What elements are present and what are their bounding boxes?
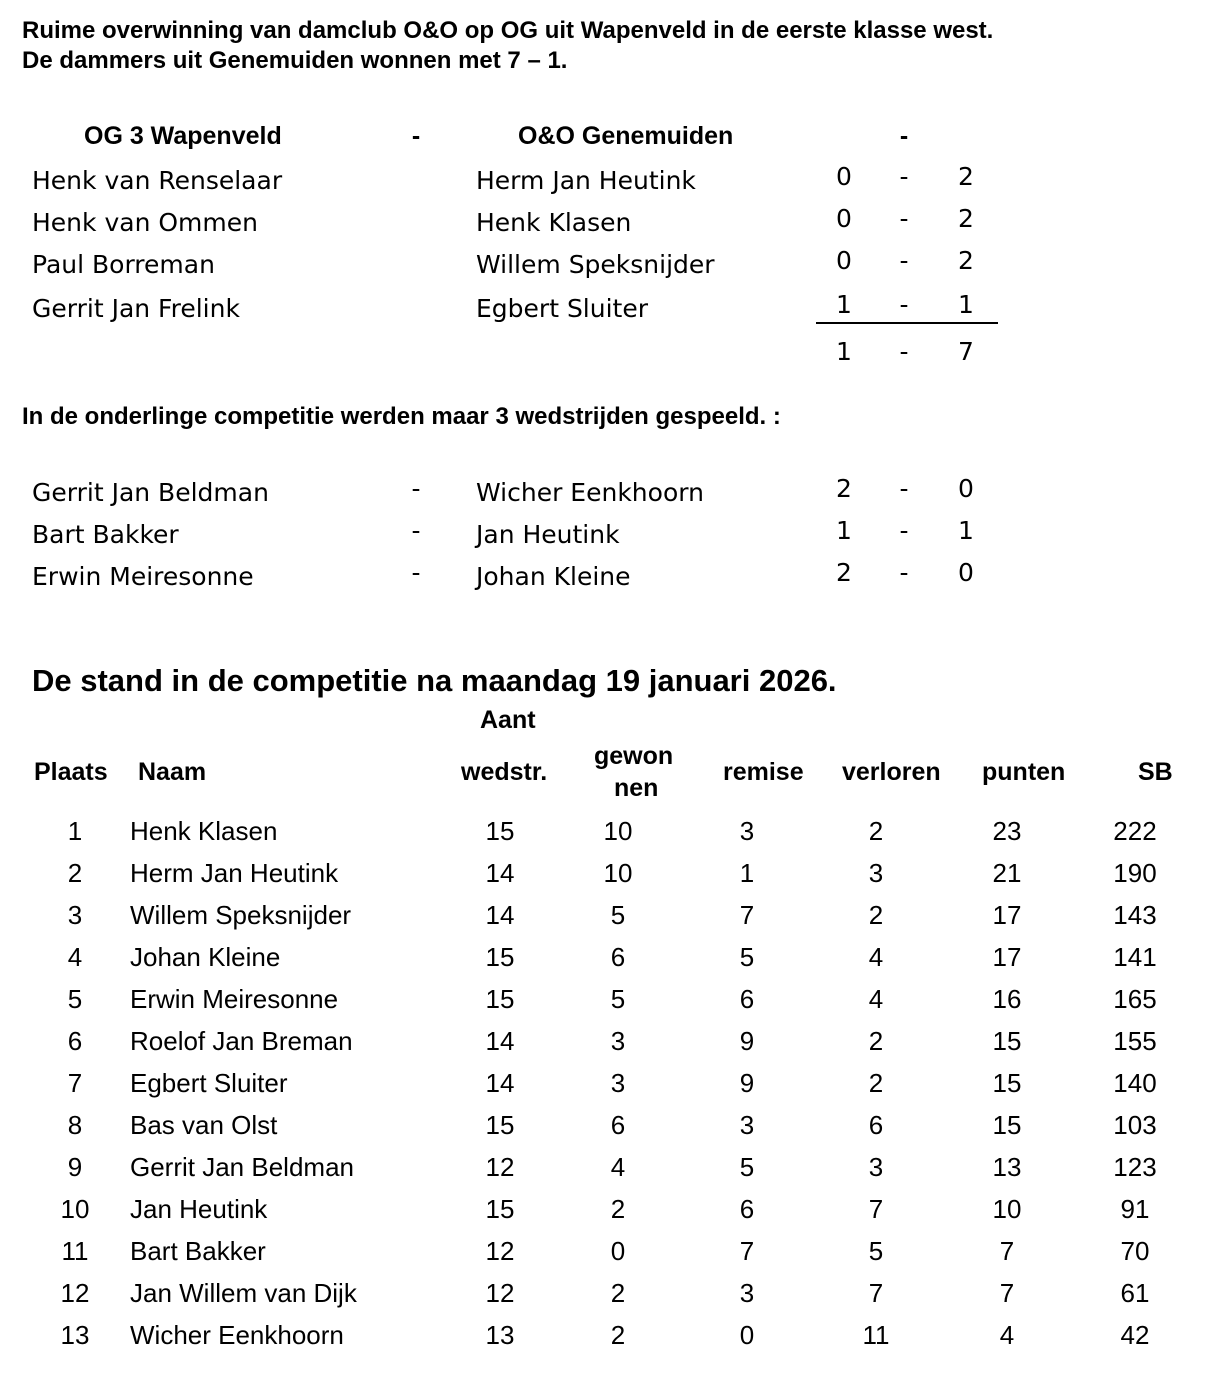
- away-player: Herm Jan Heutink: [476, 166, 696, 195]
- cell-verloren: 4: [868, 941, 884, 972]
- cell-sb: 123: [1113, 1151, 1157, 1182]
- cell-gewonnen: 2: [610, 1319, 626, 1350]
- table-row: [20, 1314, 1190, 1356]
- header-punten: punten: [982, 758, 1066, 786]
- away-player: Egbert Sluiter: [476, 294, 649, 323]
- cell-punten: 4: [999, 1319, 1015, 1350]
- cell-gewonnen: 6: [610, 941, 626, 972]
- cell-remise: 1: [739, 857, 755, 888]
- cell-remise: 7: [739, 1235, 755, 1266]
- cell-sb: 42: [1120, 1319, 1150, 1350]
- cell-naam: Roelof Jan Breman: [130, 1025, 353, 1056]
- score-separator: -: [899, 290, 909, 319]
- cell-wedstr: 12: [485, 1151, 515, 1182]
- cell-remise: 3: [739, 1109, 755, 1140]
- cell-wedstr: 14: [485, 857, 515, 888]
- home-score: 2: [836, 474, 852, 503]
- internal-competition-title: In de onderlinge competitie werden maar 3 wedstrijden gespeeld. :: [22, 403, 781, 430]
- cell-verloren: 6: [868, 1109, 884, 1140]
- cell-sb: 140: [1113, 1067, 1157, 1098]
- cell-plaats: 9: [67, 1151, 83, 1182]
- table-row: [20, 1272, 1190, 1314]
- cell-plaats: 12: [60, 1277, 90, 1308]
- cell-naam: Gerrit Jan Beldman: [130, 1151, 354, 1182]
- score-separator: -: [899, 162, 909, 191]
- cell-punten: 16: [992, 983, 1022, 1014]
- standings-title: De stand in de competitie na maandag 19 januari 2026.: [32, 663, 837, 698]
- cell-gewonnen: 4: [610, 1151, 626, 1182]
- cell-punten: 7: [999, 1235, 1015, 1266]
- score-separator: -: [899, 474, 909, 503]
- cell-gewonnen: 10: [603, 815, 633, 846]
- cell-naam: Jan Willem van Dijk: [130, 1277, 357, 1308]
- cell-gewonnen: 5: [610, 899, 626, 930]
- cell-naam: Jan Heutink: [130, 1193, 268, 1224]
- cell-naam: Johan Kleine: [130, 941, 281, 972]
- cell-remise: 0: [739, 1319, 755, 1350]
- cell-punten: 15: [992, 1067, 1022, 1098]
- cell-verloren: 7: [868, 1277, 884, 1308]
- cell-sb: 141: [1113, 941, 1157, 972]
- home-score: 1: [836, 290, 852, 319]
- total-away-score: 7: [958, 337, 974, 366]
- intro-line-2: De dammers uit Genemuiden wonnen met 7 – 1.: [22, 47, 568, 74]
- home-score: 2: [836, 558, 852, 587]
- table-row: [20, 894, 1190, 936]
- table-row: [20, 1146, 1190, 1188]
- cell-verloren: 3: [868, 857, 884, 888]
- cell-verloren: 2: [868, 815, 884, 846]
- home-player: Erwin Meiresonne: [32, 562, 254, 591]
- player-separator: -: [411, 516, 421, 545]
- cell-naam: Egbert Sluiter: [130, 1067, 288, 1098]
- cell-naam: Herm Jan Heutink: [130, 857, 339, 888]
- table-row: [20, 1062, 1190, 1104]
- home-player: Paul Borreman: [32, 250, 215, 279]
- away-score: 0: [958, 558, 974, 587]
- cell-remise: 3: [739, 815, 755, 846]
- cell-gewonnen: 2: [610, 1193, 626, 1224]
- header-naam: Naam: [138, 758, 207, 786]
- cell-remise: 9: [739, 1067, 755, 1098]
- table-row: [20, 852, 1190, 894]
- home-score: 1: [836, 516, 852, 545]
- cell-plaats: 4: [67, 941, 83, 972]
- table-row: [20, 810, 1190, 852]
- cell-remise: 5: [739, 1151, 755, 1182]
- cell-wedstr: 14: [485, 1067, 515, 1098]
- header-gewonnen-top: gewon: [594, 742, 674, 770]
- cell-verloren: 3: [868, 1151, 884, 1182]
- away-player: Willem Speksnijder: [476, 250, 715, 279]
- cell-sb: 165: [1113, 983, 1157, 1014]
- cell-sb: 155: [1113, 1025, 1157, 1056]
- table-row: [20, 1230, 1190, 1272]
- cell-remise: 6: [739, 1193, 755, 1224]
- cell-punten: 7: [999, 1277, 1015, 1308]
- cell-gewonnen: 6: [610, 1109, 626, 1140]
- home-score: 0: [836, 204, 852, 233]
- total-home-score: 1: [836, 337, 852, 366]
- home-player: Gerrit Jan Frelink: [32, 294, 240, 323]
- cell-verloren: 5: [868, 1235, 884, 1266]
- header-gewonnen-bottom: nen: [614, 774, 659, 802]
- home-player: Henk van Renselaar: [32, 166, 283, 195]
- cell-naam: Erwin Meiresonne: [130, 983, 339, 1014]
- cell-punten: 21: [992, 857, 1022, 888]
- cell-wedstr: 12: [485, 1235, 515, 1266]
- cell-verloren: 4: [868, 983, 884, 1014]
- player-separator: -: [411, 558, 421, 587]
- score-separator: -: [899, 246, 909, 275]
- intro-line-1: Ruime overwinning van damclub O&O op OG uit Wapenveld in de eerste klasse west.: [22, 17, 994, 44]
- away-score: 2: [958, 162, 974, 191]
- cell-verloren: 2: [868, 1025, 884, 1056]
- cell-wedstr: 12: [485, 1277, 515, 1308]
- cell-naam: Bart Bakker: [130, 1235, 266, 1266]
- table-row: [20, 1104, 1190, 1146]
- cell-gewonnen: 5: [610, 983, 626, 1014]
- cell-plaats: 10: [60, 1193, 90, 1224]
- header-wedstr-top: Aant: [480, 706, 536, 734]
- cell-gewonnen: 0: [610, 1235, 626, 1266]
- header-plaats: Plaats: [34, 758, 108, 786]
- away-score: 0: [958, 474, 974, 503]
- player-separator: -: [411, 474, 421, 503]
- cell-plaats: 1: [67, 815, 83, 846]
- cell-verloren: 11: [862, 1319, 890, 1350]
- cell-wedstr: 15: [485, 1109, 515, 1140]
- cell-wedstr: 15: [485, 941, 515, 972]
- cell-punten: 17: [992, 941, 1022, 972]
- cell-wedstr: 13: [485, 1319, 515, 1350]
- cell-naam: Wicher Eenkhoorn: [130, 1319, 344, 1350]
- cell-sb: 190: [1113, 857, 1157, 888]
- cell-naam: Henk Klasen: [130, 815, 278, 846]
- cell-gewonnen: 2: [610, 1277, 626, 1308]
- score-separator: -: [899, 204, 909, 233]
- away-player: Wicher Eenkhoorn: [476, 478, 704, 507]
- table-row: [20, 1020, 1190, 1062]
- cell-punten: 10: [992, 1193, 1022, 1224]
- cell-sb: 61: [1120, 1277, 1150, 1308]
- score-separator: -: [899, 516, 909, 545]
- cell-wedstr: 15: [485, 815, 515, 846]
- cell-punten: 23: [992, 815, 1022, 846]
- cell-plaats: 6: [67, 1025, 83, 1056]
- cell-sb: 103: [1113, 1109, 1157, 1140]
- away-team-title: O&O Genemuiden: [518, 122, 734, 150]
- away-score: 1: [958, 516, 974, 545]
- away-score: 2: [958, 204, 974, 233]
- home-player: Bart Bakker: [32, 520, 179, 549]
- table-row: [20, 978, 1190, 1020]
- intro-text: [22, 16, 993, 76]
- away-player: Jan Heutink: [476, 520, 620, 549]
- total-separator: -: [899, 337, 909, 366]
- away-score: 2: [958, 246, 974, 275]
- header-sb: SB: [1138, 758, 1173, 786]
- standings-table: [20, 810, 1190, 1356]
- cell-verloren: 2: [868, 1067, 884, 1098]
- cell-wedstr: 15: [485, 983, 515, 1014]
- cell-remise: 7: [739, 899, 755, 930]
- cell-remise: 6: [739, 983, 755, 1014]
- away-score: 1: [958, 290, 974, 319]
- cell-wedstr: 14: [485, 1025, 515, 1056]
- home-player: Gerrit Jan Beldman: [32, 478, 269, 507]
- table-row: [20, 1188, 1190, 1230]
- cell-plaats: 5: [67, 983, 83, 1014]
- cell-punten: 13: [992, 1151, 1022, 1182]
- home-team-title: OG 3 Wapenveld: [84, 122, 282, 150]
- cell-naam: Willem Speksnijder: [130, 899, 352, 930]
- cell-naam: Bas van Olst: [130, 1109, 278, 1140]
- cell-sb: 222: [1113, 815, 1157, 846]
- cell-plaats: 13: [60, 1319, 90, 1350]
- cell-plaats: 11: [61, 1235, 89, 1266]
- cell-plaats: 3: [67, 899, 83, 930]
- cell-verloren: 2: [868, 899, 884, 930]
- header-separator: -: [411, 122, 421, 150]
- score-total-rule: [816, 322, 998, 324]
- home-score: 0: [836, 246, 852, 275]
- home-score: 0: [836, 162, 852, 191]
- cell-gewonnen: 3: [610, 1025, 626, 1056]
- header-remise: remise: [723, 758, 804, 786]
- header-verloren: verloren: [842, 758, 941, 786]
- header-score-separator: -: [899, 122, 909, 150]
- table-row: [20, 936, 1190, 978]
- cell-verloren: 7: [868, 1193, 884, 1224]
- home-player: Henk van Ommen: [32, 208, 258, 237]
- cell-punten: 17: [992, 899, 1022, 930]
- cell-remise: 5: [739, 941, 755, 972]
- cell-sb: 143: [1113, 899, 1157, 930]
- cell-sb: 70: [1120, 1235, 1150, 1266]
- cell-remise: 3: [739, 1277, 755, 1308]
- score-separator: -: [899, 558, 909, 587]
- cell-punten: 15: [992, 1109, 1022, 1140]
- cell-plaats: 8: [67, 1109, 83, 1140]
- away-player: Johan Kleine: [476, 562, 631, 591]
- cell-plaats: 2: [67, 857, 83, 888]
- cell-wedstr: 15: [485, 1193, 515, 1224]
- cell-gewonnen: 10: [603, 857, 633, 888]
- cell-gewonnen: 3: [610, 1067, 626, 1098]
- header-wedstr: wedstr.: [461, 758, 548, 786]
- cell-plaats: 7: [67, 1067, 83, 1098]
- away-player: Henk Klasen: [476, 208, 632, 237]
- cell-remise: 9: [739, 1025, 755, 1056]
- cell-wedstr: 14: [485, 899, 515, 930]
- cell-sb: 91: [1120, 1193, 1150, 1224]
- cell-punten: 15: [992, 1025, 1022, 1056]
